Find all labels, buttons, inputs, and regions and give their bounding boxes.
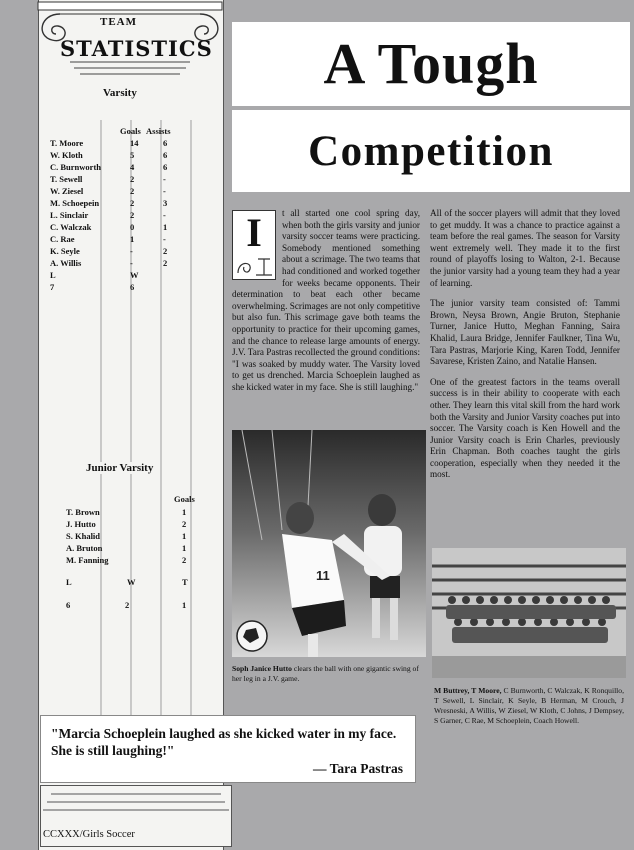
varsity-player-goals: 4: [130, 162, 135, 172]
varsity-player-assists: -: [163, 186, 166, 196]
varsity-player-name: L. Sinclair: [50, 210, 89, 220]
soccer-action-illustration: [232, 430, 426, 657]
varsity-player-assists: 1: [163, 222, 168, 232]
varsity-col-goals: Goals: [120, 126, 141, 136]
stats-heading-team: TEAM: [100, 16, 137, 28]
varsity-player-assists: 2: [163, 258, 168, 268]
jersey-number: 11: [316, 568, 330, 583]
jv-record-losses: 6: [66, 600, 71, 610]
jv-player-goals: 2: [182, 555, 187, 565]
jv-record-l-label: L: [66, 577, 72, 587]
jv-player-name: S. Khalid: [66, 531, 101, 541]
varsity-player-assists: 6: [163, 138, 168, 148]
jv-player-goals: 1: [182, 543, 187, 553]
jv-record-wins: 2: [125, 600, 130, 610]
photo1-caption: [232, 664, 424, 684]
varsity-player-assists: -: [163, 234, 166, 244]
varsity-player-assists: 6: [163, 150, 168, 160]
varsity-player-assists: -: [163, 174, 166, 184]
article-paragraph: One of the greatest factors in the teams overall success is in their ability to cooperate with each other. They learn this vital skill from the hard work both the Varsity and Junior Varsity coaches put into soccer. The Varsity coach is Ken Howell and the Junior Varsity coach is Erin Charles, previously Erin Chapman. Both coaches taught the girls cooperation, especially when they needed it the most.: [430, 376, 620, 480]
varsity-player-goals: 2: [130, 174, 135, 184]
varsity-col-assists: Assists: [146, 126, 171, 136]
varsity-player-goals: 0: [130, 222, 135, 232]
jv-player-goals: 1: [182, 531, 187, 541]
photo2-caption: [434, 686, 624, 726]
drop-cap-letter: I: [246, 210, 262, 255]
varsity-player-goals: 5: [130, 150, 135, 160]
jv-label: Junior Varsity: [86, 462, 154, 474]
jv-record-t-label: T: [182, 577, 188, 587]
varsity-player-name: C. Rae: [50, 234, 75, 244]
varsity-player-name: C. Burnworth: [50, 162, 102, 172]
jv-player-name: M. Fanning: [66, 555, 109, 565]
varsity-player-name: A. Willis: [50, 258, 82, 268]
footer-page-label: CCXXX/Girls Soccer: [43, 829, 135, 840]
varsity-player-name: M. Schoepein: [50, 198, 100, 208]
varsity-player-name: C. Walczak: [50, 222, 92, 232]
photo1-caption-subject: Soph Janice Hutto: [232, 664, 292, 673]
photo1-caption-text: clears the ball with one gigantic swing of her leg in a J.V. game.: [232, 664, 419, 683]
varsity-player-goals: 2: [130, 210, 135, 220]
jv-player-goals: 2: [182, 519, 187, 529]
varsity-record-wins: 6: [130, 282, 135, 292]
stats-heading: STATISTICS: [60, 36, 213, 61]
varsity-player-goals: 2: [130, 198, 135, 208]
article-column-1: [232, 208, 420, 394]
column-base: [40, 785, 232, 847]
team-photo-illustration: [432, 548, 626, 678]
jv-player-name: T. Brown: [66, 507, 100, 517]
pull-quote: [40, 715, 416, 783]
varsity-player-assists: 6: [163, 162, 168, 172]
article-paragraph: t all started one cool spring day, when both the girls varsity and junior varsity soccer teams were practicing. Somebody mentioned something about a scrimage. The two teams that had conditioned and worked together for weeks became opponents. Their determination to beat each other became overwhelming. Scrimages are not only competitive but also fun. This scrimage gave both teams the opportunity to practice for their upcoming games, and the chance to release large amounts of energy. J.V. Tara Pastras recollected the ground conditions: "I was soaked by muddy water. The Varsity loved to get us drenched. Marcia Schoeplein laughed as she kicked water in my face. She is still laughing.": [232, 208, 420, 392]
varsity-label: Varsity: [103, 87, 137, 99]
varsity-player-goals: -: [130, 246, 133, 256]
jv-record-ties: 1: [182, 600, 187, 610]
varsity-record-w-label: W: [130, 270, 139, 280]
varsity-player-name: W. Kloth: [50, 150, 83, 160]
article-column-2: [430, 208, 620, 481]
team-photo: [432, 548, 626, 678]
varsity-player-goals: 1: [130, 234, 135, 244]
jv-col-goals: Goals: [174, 494, 195, 504]
varsity-player-name: W. Ziesel: [50, 186, 84, 196]
varsity-player-goals: 14: [130, 138, 139, 148]
varsity-player-assists: 3: [163, 198, 168, 208]
varsity-player-name: T. Moore: [50, 138, 84, 148]
jv-player-goals: 1: [182, 507, 187, 517]
article-paragraph: All of the soccer players will admit that they loved to get muddy. It was a chance to practice against a team before the real games. The season for Varsity went extremely well. They made it to the first round of playoffs losing to Walton, 2-1. Because the junior varsity had a young team they had a year of learning.: [430, 208, 620, 288]
varsity-player-goals: 2: [130, 186, 135, 196]
page-title-line2: Competition: [232, 110, 630, 192]
varsity-record-losses: 7: [50, 282, 55, 292]
photo2-caption-names: C Burnworth, C Walczak, K Ronquillo, T Sewell, L Sinclair, K Seyle, B Herman, M Crouch, J Wresneski, A Willis, W Ziesel, W Kloth, C Johns, J Dempsey, S Garner, C Rae, M Schoeplein, Coach Howell.: [434, 686, 624, 725]
jv-player-name: J. Hutto: [66, 519, 96, 529]
jv-player-name: A. Bruton: [66, 543, 103, 553]
pull-quote-text: "Marcia Schoeplein laughed as she kicked water in my face. She is still laughing!": [51, 726, 397, 758]
jv-record-w-label: W: [127, 577, 136, 587]
drop-cap: [232, 210, 276, 280]
page-title-line1: A Tough: [232, 22, 630, 106]
column-base-ornament: [41, 786, 231, 826]
varsity-player-assists: -: [163, 210, 166, 220]
varsity-record-l-label: L: [50, 270, 56, 280]
varsity-player-goals: -: [130, 258, 133, 268]
drop-cap-ornament: [234, 255, 274, 277]
varsity-player-assists: 2: [163, 246, 168, 256]
pull-quote-attribution: — Tara Pastras: [312, 761, 403, 776]
varsity-player-name: T. Sewell: [50, 174, 83, 184]
photo2-caption-names-bold: M Buttrey, T Moore,: [434, 686, 502, 695]
article-paragraph: The junior varsity team consisted of: Tammi Brown, Neysa Brown, Angie Bruton, Stephanie Turner, Janice Hutto, Meghan Fanning, Saira Khalid, Laura Bridge, Jennifer Faulkner, Tina Wu, Tara Pastras, Marjorie King, Karen Todd, Jennifer Savarese, Kristen Zaino, and Natalie Hansen.: [430, 298, 620, 367]
action-photo: [232, 430, 426, 657]
varsity-player-name: K. Seyle: [50, 246, 80, 256]
